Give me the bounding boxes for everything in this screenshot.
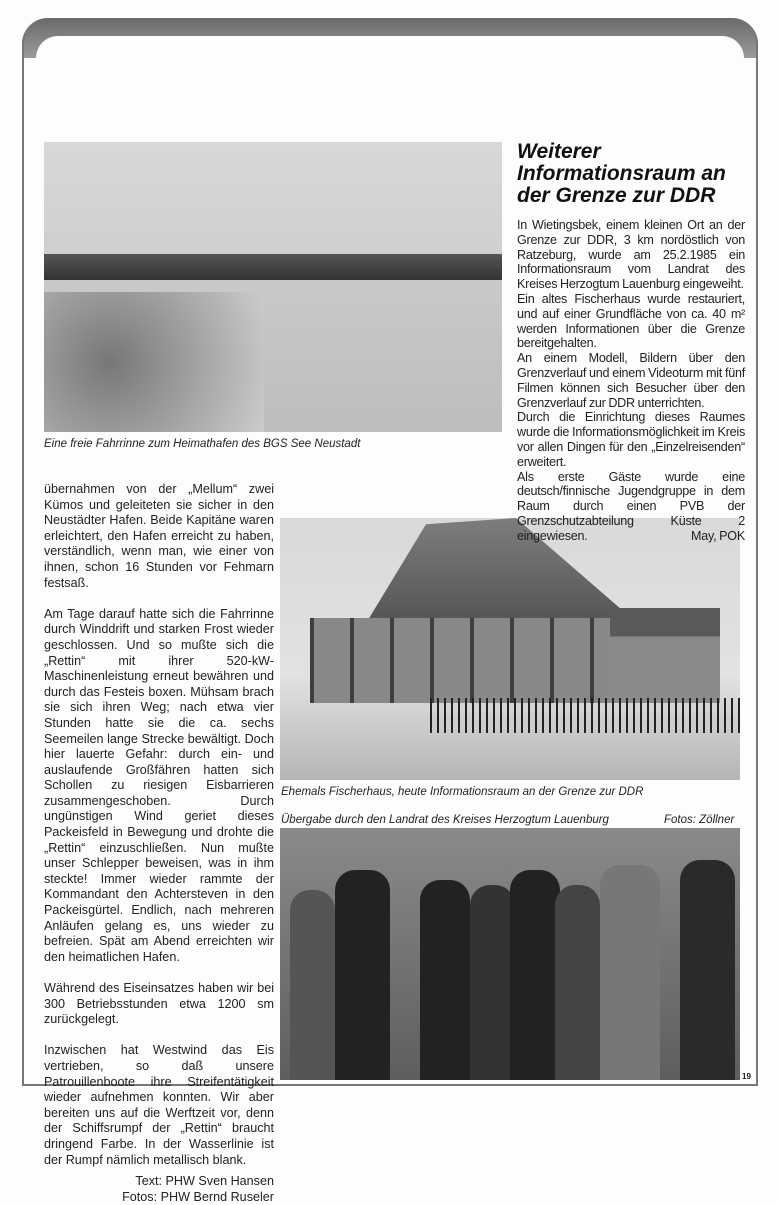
page-number: 19 (742, 1072, 751, 1081)
paragraph: In Wietingsbek, einem kleinen Ort an der Grenze zur DDR, 3 km nordöstlich von Ratzeburg, wurde am 25.2.1985 ein Informationsraum vom Landrat des Kreises Herzogtum Lauenburg eingeweiht. (517, 218, 745, 292)
caption-photo1: Eine freie Fahrrinne zum Heimathafen des BGS See Neustadt (44, 438, 361, 450)
paragraph: Inzwischen hat Westwind das Eis vertrieben, so daß unsere Patrouillenboote ihre Streifentätigkeit wieder aufnehmen konnten. Wir aber bereiten uns auf die Werftzeit vor, denn der Schiffsrumpf der „Rettin“ braucht dringend Farbe. In der Wasserlinie ist der Rumpf nämlich metallisch blank. (44, 1043, 274, 1167)
caption-photo2: Ehemals Fischerhaus, heute Informationsraum an der Grenze zur DDR (281, 786, 644, 798)
paragraph: Ein altes Fischerhaus wurde restauriert, und auf einer Grundfläche von ca. 40 m² werden Informationen über die Grenze bereitgehalten. (517, 291, 745, 351)
photo-harbor-ice (44, 142, 502, 432)
article-title: Weiterer Informationsraum an der Grenze zur DDR (517, 140, 726, 207)
paragraph: An einem Modell, Bildern über den Grenzverlauf und einem Videoturm mit fünf Filmen können sich Besucher über den Grenzverlauf zur DDR unterrichten. (517, 351, 745, 410)
article-right-body (517, 218, 745, 544)
article-left-body (44, 482, 274, 1205)
photo-fisherhouse (280, 518, 740, 780)
signature: May, POK (691, 528, 745, 543)
paragraph: Als erste Gäste wurde eine deutsch/finnische Jugendgruppe in dem Raum durch einen PVB der Grenzschutzabteilung Küste 2 eingewiesen. May, POK (517, 469, 745, 543)
credit-photos: Fotos: PHW Bernd Ruseler (122, 1189, 274, 1204)
paragraph: Durch die Einrichtung dieses Raumes wurde die Informationsmöglichkeit im Kreis vor allen Dingen für den „Einzelreisenden“ erweitert. (517, 410, 745, 469)
caption-photo3-credit: Fotos: Zöllner (664, 814, 735, 826)
paragraph: übernahmen von der „Mellum“ zwei Kümos und geleiteten sie sicher in den Neustädter Hafen. Beide Kapitäne waren erleichtert, den Hafen erreicht zu haben, verständlich, wenn man, wie einer von ihnen, schon 16 Stunden vor Fehmarn festsaß. (44, 482, 274, 590)
caption-photo3: Übergabe durch den Landrat des Kreises Herzogtum Lauenburg (281, 814, 609, 826)
paragraph: Während des Eiseinsatzes haben wir bei 300 Betriebsstunden etwa 1200 sm zurückgelegt. (44, 981, 274, 1027)
paragraph: Am Tage darauf hatte sich die Fahrrinne durch Winddrift und starken Frost wieder geschlossen. Und so mußte sich die „Rettin“ mit ihrer 520-kW-Maschinenleistung erneut bewähren und durch das Festeis boxen. Mühsam brach sie sich ihren Weg; nach etwa vier Stunden hatte sie die ca. sechs Seemeilen lange Strecke bewältigt. Doch hier lauerte Gefahr: durch ein- und auslaufende Großfähren hatten sich Schollen zu riesigen Eisbarrieren zusammengeschoben. Durch ungünstigen Wind geriet dieses Packeisfeld in Bewegung und drohte die „Rettin“ einzuschließen. Nun mußte unser Schlepper beweisen, was in ihm steckte! Immer wieder rammte der Kommandant den Achtersteven in den Packeisgürtel. Endlich, nach mehreren Anläufen gelang es, uns wieder zu befreien. Spät am Abend erreichten wir den heimatlichen Hafen. (44, 606, 274, 964)
photo-handover-group (280, 828, 740, 1080)
credit-text: Text: PHW Sven Hansen (135, 1174, 274, 1189)
